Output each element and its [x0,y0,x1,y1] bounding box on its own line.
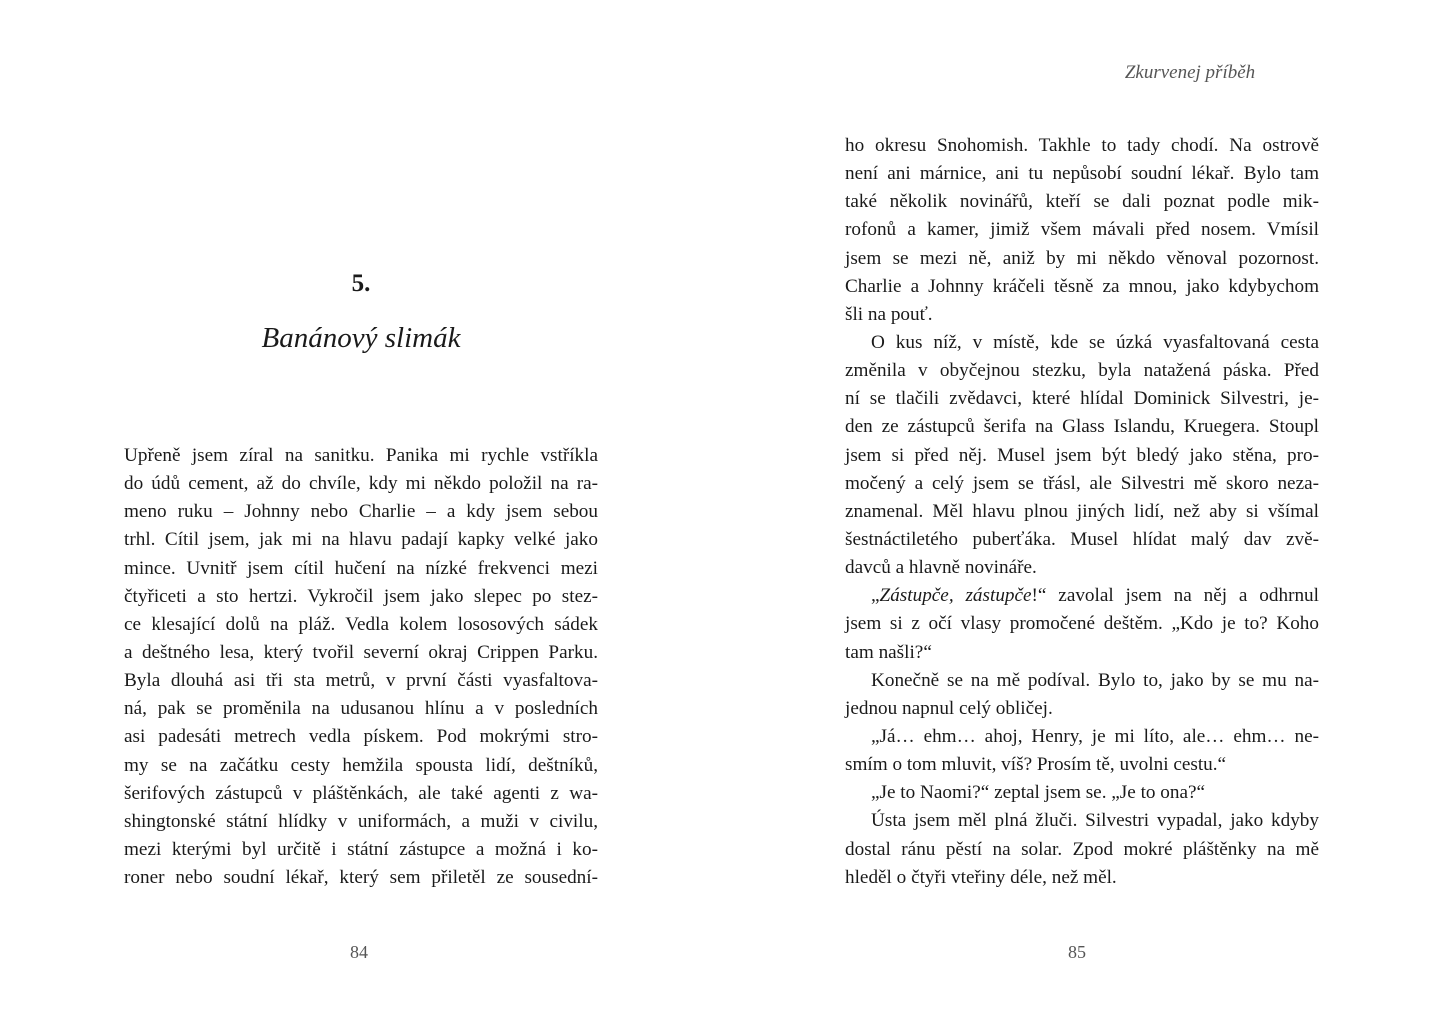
italic-exclamation: Zástupče, zástupče [879,585,1032,607]
text-line: Ústa jsem měl plná žluči. Silvestri vypadal, jako kdyby [871,810,1319,832]
text-line: tam našli?“ [845,641,932,663]
text-line: jsem se mezi ně, aniž by mi někdo věnoval pozornost. [845,247,1319,269]
text-line: jsem si z očí vlasy promočené deštěm. „Kdo je to? Koho [845,613,1319,635]
text-line: do údů cement, až do chvíle, kdy mi někdo položil na ra- [124,473,598,495]
text-line: ce klesající dolů na pláž. Vedla kolem lososových sádek [124,613,598,635]
text-line: znamenal. Měl hlavu plnou jiných lidí, než aby si všímal [845,500,1319,522]
text-line: také několik novinářů, kteří se dali poznat podle mik- [845,191,1319,213]
text-line: mezi kterými byl určitě i státní zástupce a možná i ko- [124,838,598,860]
text-line: meno ruku – Johnny nebo Charlie – a kdy jsem sebou [124,501,598,523]
text-line: šli na pouť. [845,303,933,325]
text-line: asi padesáti metrech vedla pískem. Pod mokrými stro- [124,726,598,748]
text-line: davců a hlavně novináře. [845,557,1037,579]
line-rest: !“ zavolal jsem na něj a odhrnul [1031,585,1319,607]
text-line: shingtonské státní hlídky v uniformách, a muži v civilu, [124,810,598,832]
text-line: „Je to Naomi?“ zeptal jsem se. „Je to ona?“ [871,782,1206,804]
text-line: jsem si před něj. Musel jsem být bledý jako stěna, pro- [845,444,1319,466]
text-line: čtyřiceti a sto hertzi. Vykročil jsem jako slepec po stez- [124,585,598,607]
chapter-title: Banánový slimák [261,322,461,354]
text-line: smím o tom mluvit, víš? Prosím tě, uvolni cestu.“ [845,754,1227,776]
text-line: my se na začátku cesty hemžila spousta lidí, deštníků, [124,754,598,776]
text-line: změnila v obyčejnou stezku, byla natažená páska. Před [845,360,1319,382]
running-head: Zkurvenej příběh [1124,62,1256,83]
text-line: roner nebo soudní lékař, který sem přiletěl ze sousední- [124,867,598,889]
open-quote: „ [871,585,880,607]
text-line: dostal ránu pěstí na solar. Zpod mokré pláštěnky na mě [845,838,1319,860]
text-line-dialogue [845,582,1319,610]
text-line: Charlie a Johnny kráčeli těsně za mnou, jako kdybychom [845,275,1319,297]
text-line: den ze zástupců šerifa na Glass Islandu, Kruegera. Stoupl [845,416,1319,438]
text-line: O kus níž, v místě, kde se úzká vyasfaltovaná cesta [871,331,1319,353]
text-line: není ani márnice, ani tu nepůsobí soudní lékař. Bylo tam [845,163,1319,185]
text-line: šerifových zástupců v pláštěnkách, ale také agenti z wa- [124,782,598,804]
page-number: 85 [1068,942,1086,962]
left-body-text [124,442,598,892]
text-line: „Já… ehm… ahoj, Henry, je mi líto, ale… ehm… ne- [871,725,1319,747]
text-line: Upřeně jsem zíral na sanitku. Panika mi rychle vstříkla [124,445,598,466]
text-line: ní se tlačili zvědavci, které hlídal Dominick Silvestri, je- [845,388,1319,410]
text-line: jednou napnul celý obličej. [845,697,1053,719]
right-page [720,0,1440,1018]
text-line: močený a celý jsem se třásl, ale Silvestri mě skoro neza- [845,472,1319,494]
text-line: Konečně se na mě podíval. Bylo to, jako by se mu na- [871,669,1319,691]
text-line: mince. Uvnitř jsem cítil hučení na nízké frekvenci mezi [124,557,598,579]
text-line: ho okresu Snohomish. Takhle to tady chodí. Na ostrově [845,135,1319,156]
text-line: Byla dlouhá asi tři sta metrů, v první části vyasfaltova- [124,670,598,692]
text-line: rofonů a kamer, jimiž všem mávali před nosem. Vmísil [845,219,1319,241]
text-line: hleděl o čtyři vteřiny déle, než měl. [845,866,1117,888]
page-number: 84 [350,942,368,962]
text-line: šestnáctiletého puberťáka. Musel hlídat malý dav zvě- [845,528,1319,550]
right-body-text [845,132,1319,892]
text-line: ná, pak se proměnila na udusanou hlínu a v posledních [124,698,598,720]
text-line: trhl. Cítil jsem, jak mi na hlavu padají kapky velké jako [124,529,598,551]
chapter-number: 5. [351,270,371,297]
text-line: a deštného lesa, který tvořil severní okraj Crippen Parku. [124,641,598,663]
